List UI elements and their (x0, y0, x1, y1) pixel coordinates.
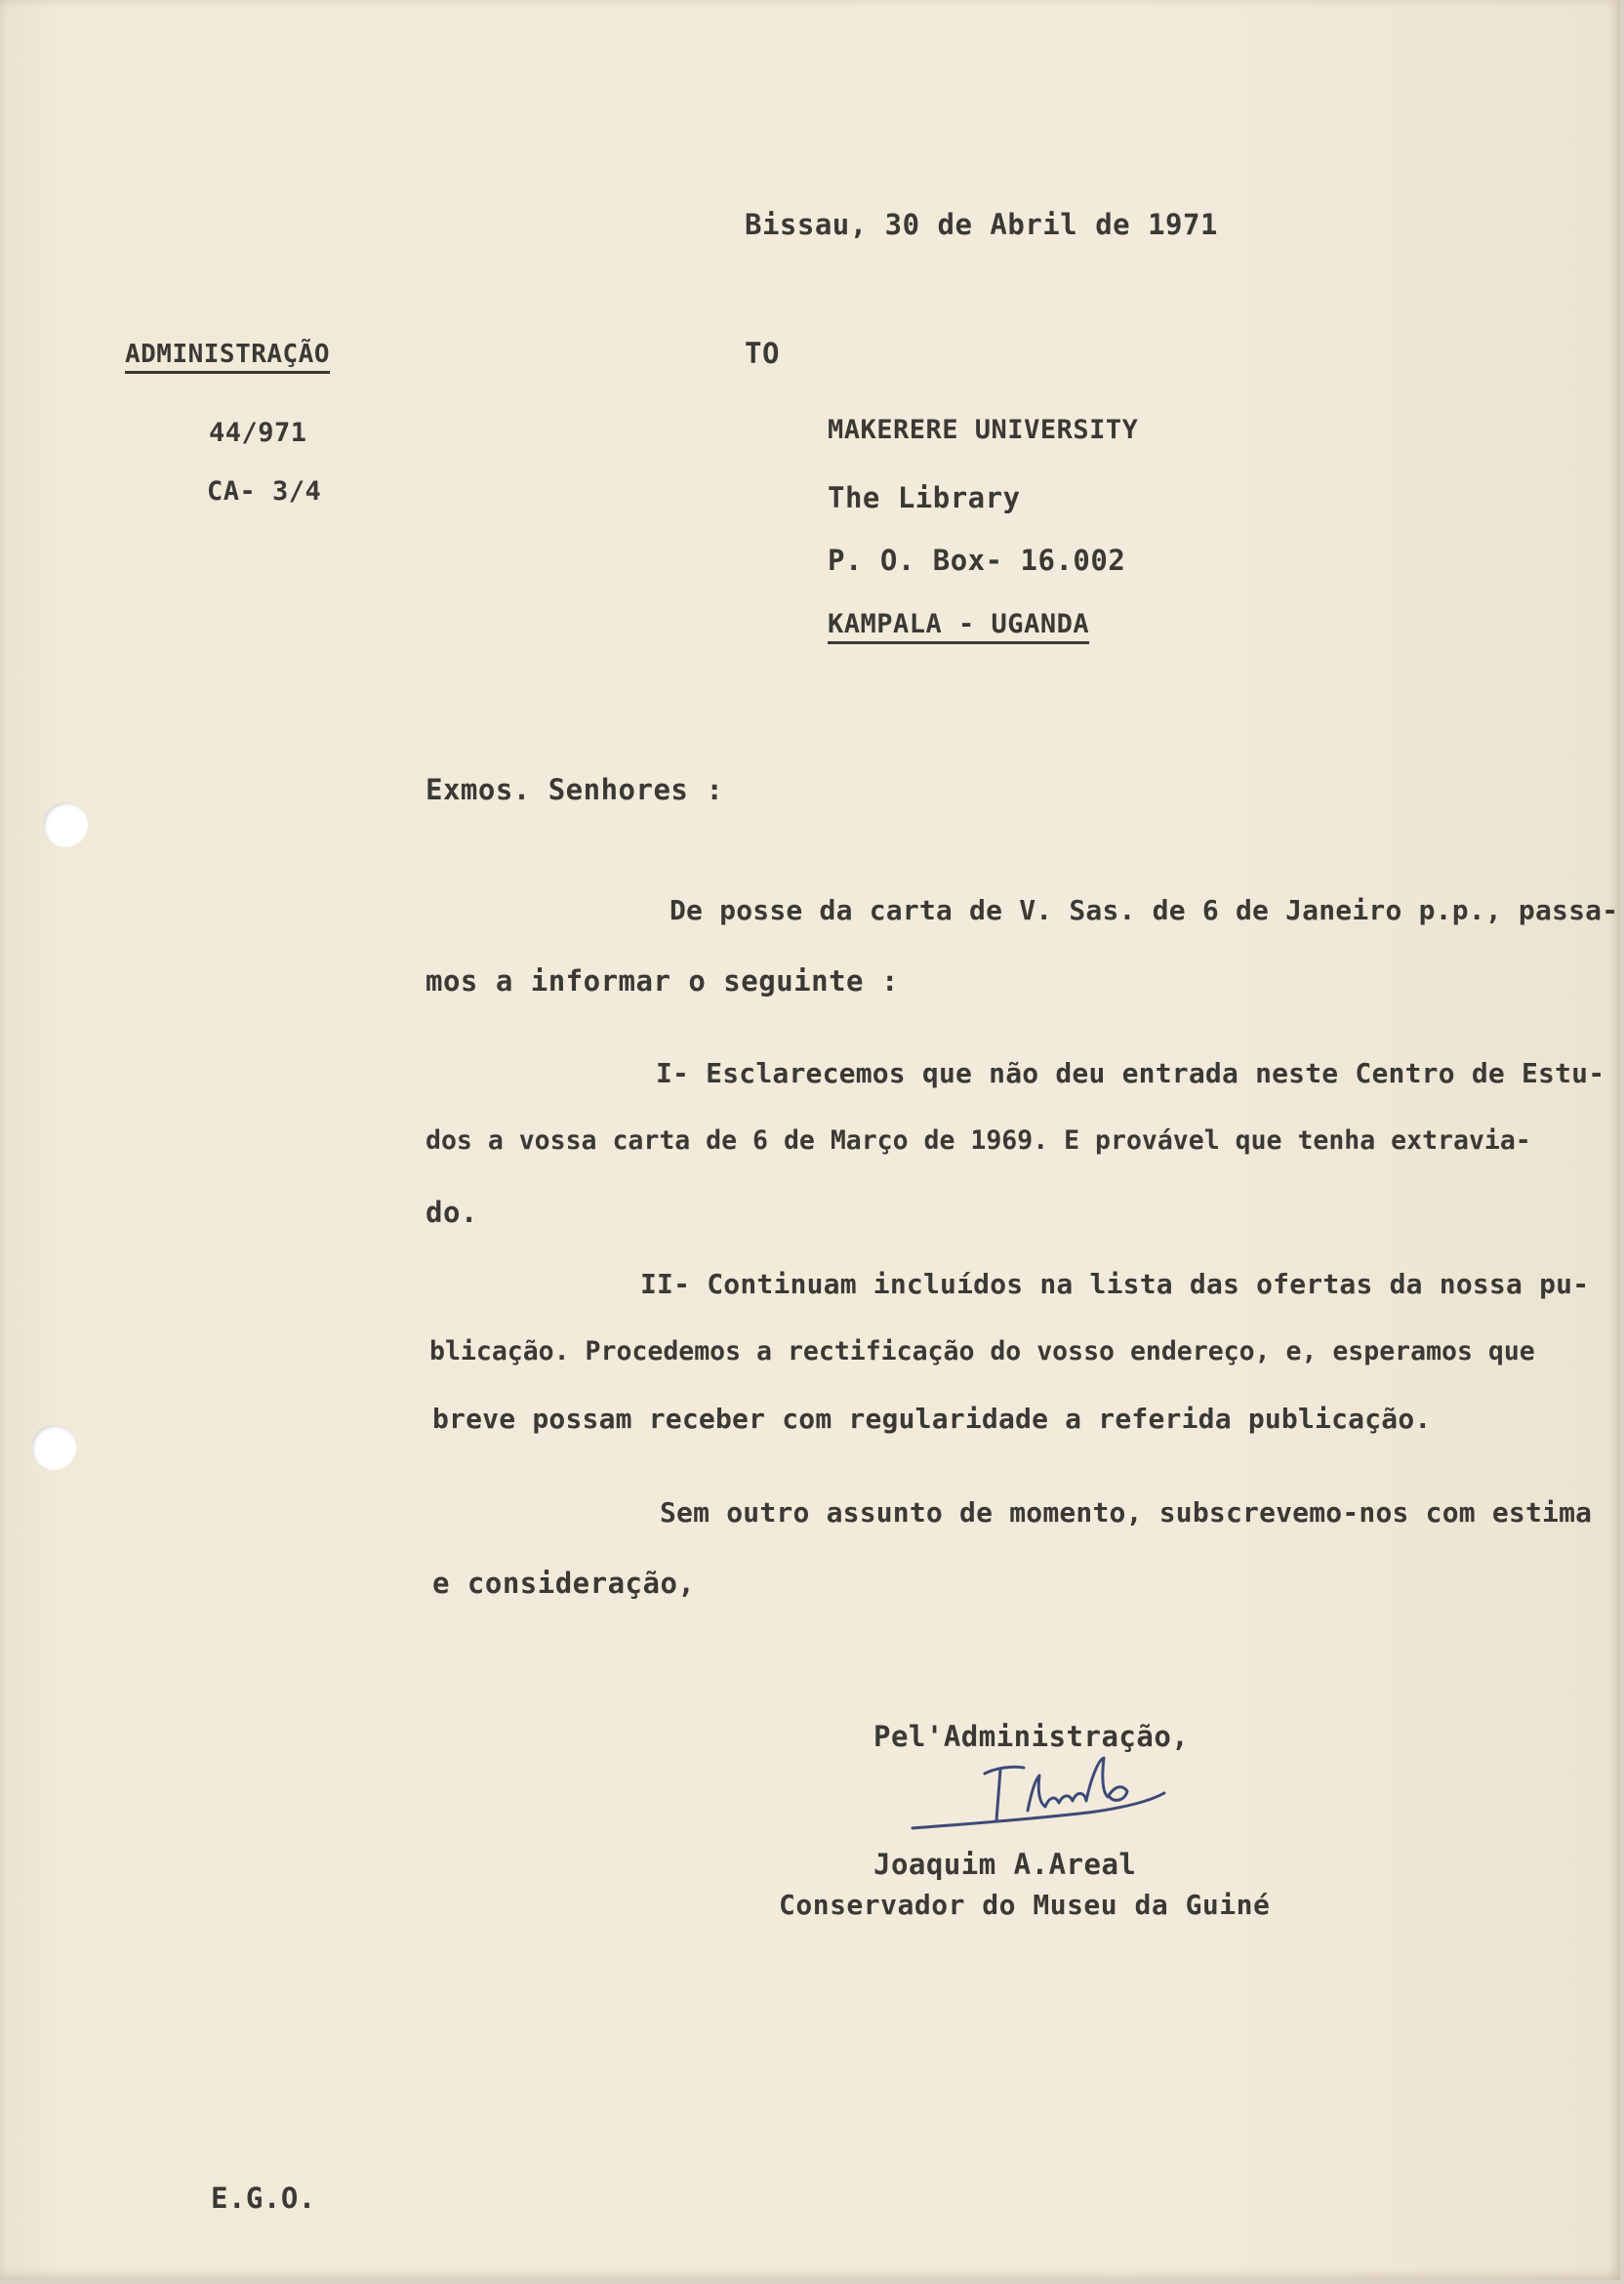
reference-code: CA- 3/4 (207, 476, 322, 507)
closing-on-behalf: Pel'Administração, (873, 1720, 1190, 1753)
signatory-name: Joaquim A.Areal (873, 1848, 1137, 1881)
body-p1-line-2: mos a informar o seguinte : (426, 964, 899, 998)
to-label: TO (745, 337, 780, 370)
department-heading: ADMINISTRAÇÃO (125, 340, 330, 374)
place-date: Bissau, 30 de Abril de 1971 (745, 208, 1218, 241)
body-p2-line-3: do. (426, 1196, 478, 1229)
body-p3-line-2: blicação. Procedemos a rectificação do vosso endereço, e, esperamos que (429, 1336, 1535, 1366)
body-p2-line-1: I- Esclarecemos que não deu entrada neste Centro de Estu- (656, 1057, 1605, 1089)
body-p2-line-2: dos a vossa carta de 6 de Março de 1969. E provável que tenha extravia- (426, 1125, 1531, 1156)
addressee-line-4: KAMPALA - UGANDA (828, 609, 1089, 644)
body-p4-line-2: e consideração, (432, 1567, 696, 1600)
body-p3-line-1: II- Continuam incluídos na lista das ofertas da nossa pu- (640, 1268, 1590, 1300)
footer-initials: E.G.O. (211, 2182, 316, 2215)
body-p4-line-1: Sem outro assunto de momento, subscrevemo-nos com estima (660, 1496, 1593, 1529)
addressee-line-2: The Library (828, 481, 1021, 514)
reference-number: 44/971 (209, 418, 307, 448)
punch-hole-bottom (31, 1425, 76, 1470)
signatory-title: Conservador do Museu da Guiné (779, 1889, 1271, 1921)
addressee-line-3: P. O. Box- 16.002 (828, 544, 1126, 577)
addressee-line-1: MAKERERE UNIVERSITY (828, 415, 1139, 445)
body-p3-line-3: breve possam receber com regularidade a referida publicação. (432, 1403, 1432, 1435)
punch-hole-top (43, 802, 88, 847)
salutation: Exmos. Senhores : (426, 773, 724, 806)
handwritten-signature (903, 1752, 1176, 1859)
body-p1-line-1: De posse da carta de V. Sas. de 6 de Janeiro p.p., passa- (670, 894, 1619, 926)
